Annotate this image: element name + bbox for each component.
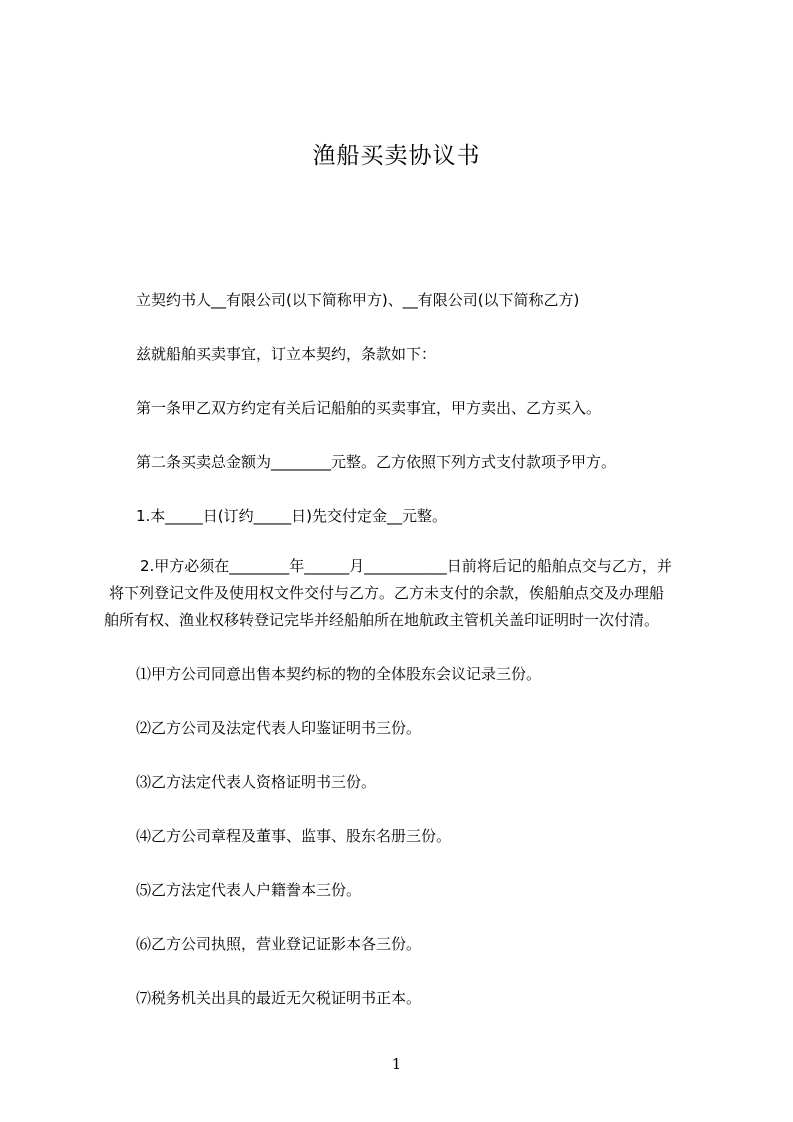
paragraph-article-1: 第一条甲乙双方约定有关后记船舶的买卖事宜，甲方卖出、乙方买入。: [136, 399, 602, 417]
paragraph-item-1: 1.本_____日(订约_____日)先交付定金__元整。: [136, 507, 448, 525]
list-item: ⑵乙方公司及法定代表人印鉴证明书三份。: [136, 719, 422, 737]
paragraph-item-2-line-2: 将下列登记文件及使用权文件交付与乙方。乙方未支付的余款，俟船舶点交及办理船: [109, 584, 665, 602]
document-title: 渔船买卖协议书: [312, 143, 481, 169]
paragraph-item-2-line-3: 舶所有权、渔业权移转登记完毕并经船舶所在地航政主管机关盖印证明时一次付清。: [104, 611, 660, 629]
list-item: ⑸乙方法定代表人户籍誊本三份。: [136, 881, 362, 899]
list-item: ⑹乙方公司执照，营业登记证影本各三份。: [136, 935, 422, 953]
list-item: ⑴甲方公司同意出售本契约标的物的全体股东会议记录三份。: [136, 665, 542, 683]
paragraph-item-2-line-1: 2.甲方必须在________年______月___________日前将后记的船舶点交与乙方，并: [140, 557, 672, 575]
page-number: 1: [391, 1055, 402, 1073]
paragraph-parties: 立契约书人__有限公司(以下简称甲方)、__有限公司(以下简称乙方): [136, 291, 580, 309]
paragraph-intro: 兹就船舶买卖事宜，订立本契约，条款如下：: [136, 345, 437, 363]
paragraph-article-2: 第二条买卖总金额为________元整。乙方依照下列方式支付款项予甲方。: [136, 453, 617, 471]
list-item: ⑷乙方公司章程及董事、监事、股东名册三份。: [136, 827, 452, 845]
list-item: ⑺税务机关出具的最近无欠税证明书正本。: [136, 989, 422, 1007]
list-item: ⑶乙方法定代表人资格证明书三份。: [136, 773, 377, 791]
